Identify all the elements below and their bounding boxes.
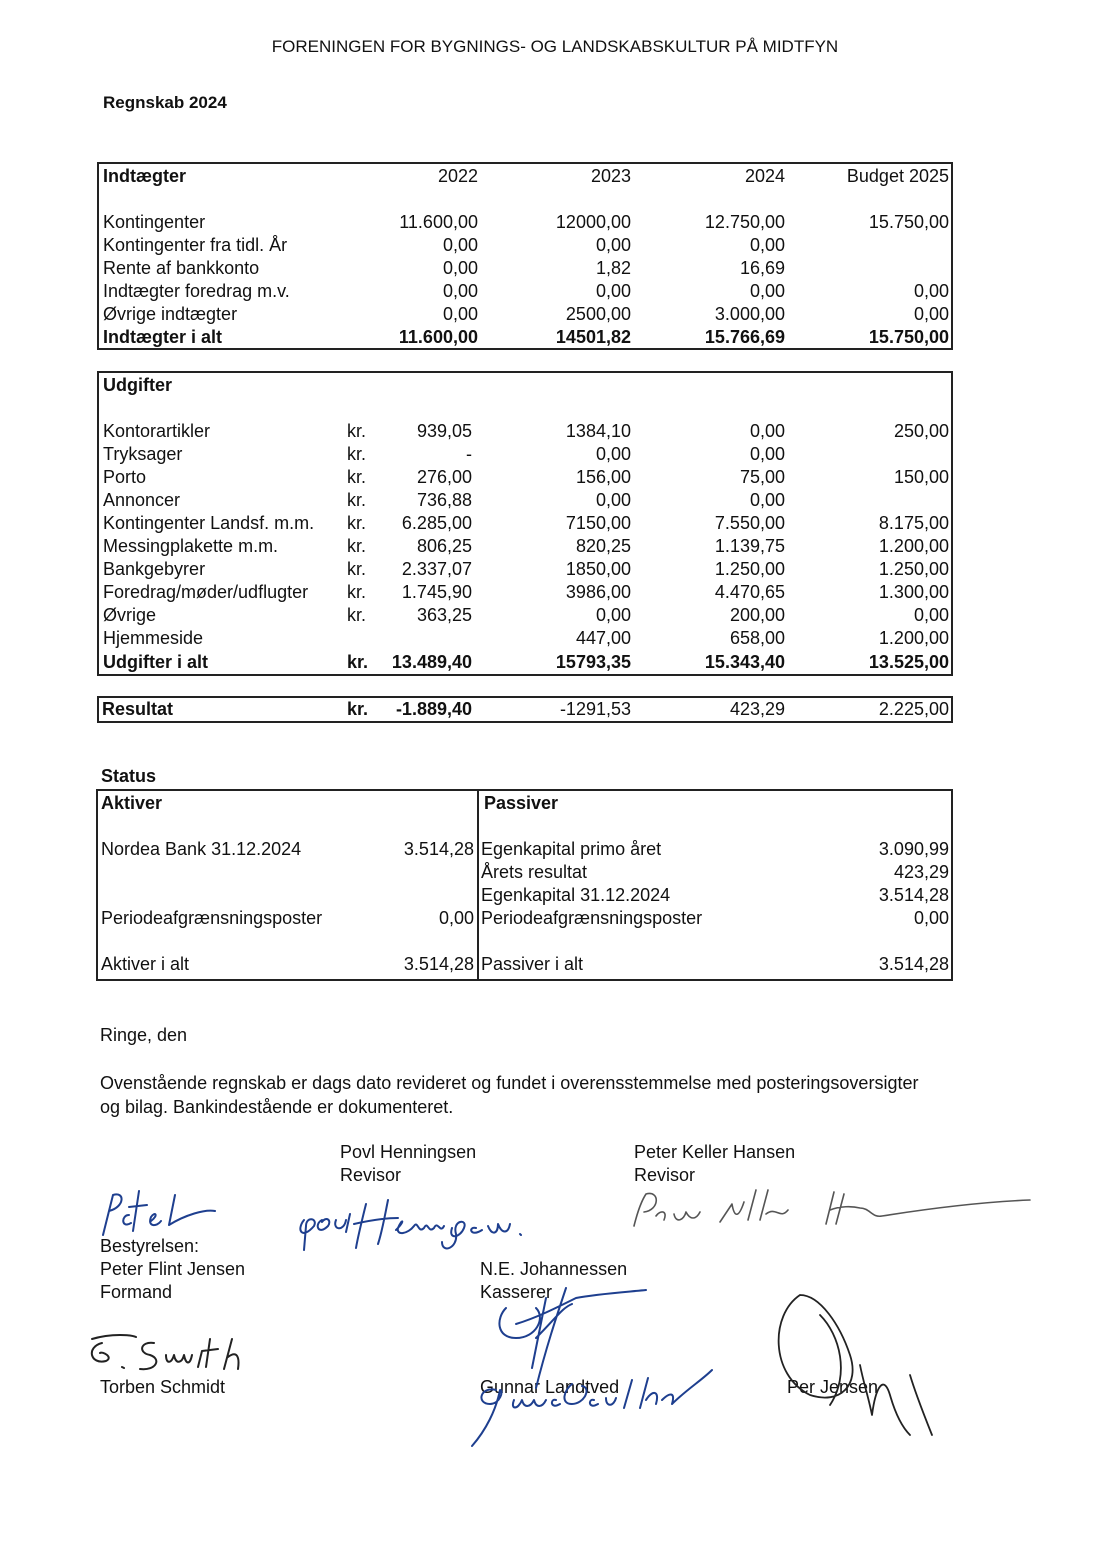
passiver-label: Egenkapital primo året	[481, 839, 662, 859]
expense-row-budget: 1.200,00	[878, 628, 949, 648]
income-row-2022: 0,00	[442, 258, 478, 278]
expense-row-2024: 75,00	[739, 467, 785, 487]
treasurer-name: N.E. Johannessen	[480, 1259, 628, 1279]
expenses-total-2023: 15793,35	[555, 652, 631, 672]
expenses-total-2022: 13.489,40	[391, 652, 472, 672]
passiver-label: Periodeafgrænsningsposter	[481, 908, 703, 928]
chair-name: Peter Flint Jensen	[100, 1259, 246, 1279]
expense-row-budget: 250,00	[893, 421, 949, 441]
passiver-value: 0,00	[913, 908, 949, 928]
passiver-value: 423,29	[893, 862, 949, 882]
revisor1-role: Revisor	[340, 1165, 402, 1185]
status-table	[96, 789, 953, 981]
status-title: Status	[101, 766, 157, 786]
expense-row-budget: 8.175,00	[878, 513, 949, 533]
income-total-2024: 15.766,69	[704, 327, 785, 347]
signature-chair	[95, 1185, 225, 1245]
expense-row	[99, 466, 951, 489]
expense-row-2024: 0,00	[749, 490, 785, 510]
income-row-2023: 2500,00	[565, 304, 631, 324]
expenses-table	[97, 371, 953, 676]
income-row-2023: 0,00	[595, 281, 631, 301]
expense-row-2022: 363,25	[416, 605, 472, 625]
board-label: Bestyrelsen:	[100, 1236, 200, 1256]
revisor2-role: Revisor	[634, 1165, 696, 1185]
expense-row-2024: 200,00	[729, 605, 785, 625]
expense-row-2022: 1.745,90	[401, 582, 472, 602]
expense-row-label: Messingplakette m.m.	[103, 536, 279, 556]
income-header-2023: 2023	[590, 166, 631, 186]
aktiver-row	[98, 838, 951, 861]
expense-row-budget: 1.200,00	[878, 536, 949, 556]
aktiver-total-label: Aktiver i alt	[101, 954, 190, 974]
income-row-budget: 0,00	[913, 281, 949, 301]
passiver-row	[98, 884, 951, 907]
signature-member3	[760, 1275, 940, 1455]
expense-row-2024: 1.139,75	[714, 536, 785, 556]
income-row-label: Rente af bankkonto	[103, 258, 260, 278]
aktiver-total-value: 3.514,28	[403, 954, 474, 974]
income-total-budget: 15.750,00	[868, 327, 949, 347]
expense-row-2024: 1.250,00	[714, 559, 785, 579]
result-box	[97, 696, 953, 723]
expense-row-2023: 3986,00	[565, 582, 631, 602]
expense-row-2022: 806,25	[416, 536, 472, 556]
signature-member1	[82, 1325, 252, 1380]
income-total-label: Indtægter i alt	[103, 327, 223, 347]
expense-row-label: Foredrag/møder/udflugter	[103, 582, 309, 602]
expense-row-kr: kr.	[347, 582, 367, 602]
income-row-2022: 11.600,00	[399, 212, 478, 232]
expense-row-label: Tryksager	[103, 444, 183, 464]
income-row-budget: 0,00	[913, 304, 949, 324]
income-row-2024: 0,00	[749, 235, 785, 255]
expense-row	[99, 489, 951, 512]
expense-row-kr: kr.	[347, 421, 367, 441]
expense-row-label: Annoncer	[103, 490, 181, 510]
income-header-2024: 2024	[744, 166, 785, 186]
income-row-2022: 0,00	[442, 235, 478, 255]
expense-row-budget: 1.250,00	[878, 559, 949, 579]
expenses-header-row	[99, 374, 951, 397]
expenses-total-label: Udgifter i alt	[103, 652, 209, 672]
income-row-2024: 12.750,00	[704, 212, 785, 232]
passiver-total-value: 3.514,28	[878, 954, 949, 974]
income-header-label: Indtægter	[103, 166, 186, 186]
income-row-2024: 0,00	[749, 281, 785, 301]
result-2023: -1291,53	[559, 699, 631, 719]
expense-row-2023: 1384,10	[565, 421, 631, 441]
expense-row-2022: 276,00	[416, 467, 472, 487]
income-total-2022: 11.600,00	[398, 327, 478, 347]
income-row-label: Kontingenter fra tidl. År	[103, 235, 288, 255]
passiver-label: Årets resultat	[481, 862, 588, 882]
expense-row-label: Øvrige	[103, 605, 157, 625]
income-header-row	[99, 165, 951, 188]
expense-row	[99, 535, 951, 558]
expense-row-kr: kr.	[347, 490, 367, 510]
expenses-header-label: Udgifter	[103, 375, 172, 395]
aktiver-header: Aktiver	[101, 793, 163, 813]
passiver-header: Passiver	[484, 793, 559, 813]
member1-name: Torben Schmidt	[100, 1377, 226, 1397]
income-total-2023: 14501,82	[555, 327, 631, 347]
expense-row-2023: 156,00	[575, 467, 631, 487]
expense-row-budget: 0,00	[913, 605, 949, 625]
income-row	[99, 257, 951, 280]
income-row-2023: 0,00	[595, 235, 631, 255]
expenses-total-kr: kr.	[347, 652, 369, 672]
signature-revisor2	[620, 1180, 1040, 1240]
expense-row-2024: 0,00	[749, 421, 785, 441]
expense-row-label: Bankgebyrer	[103, 559, 206, 579]
aktiver-label: Nordea Bank 31.12.2024	[101, 839, 302, 859]
expense-row-2023: 447,00	[575, 628, 631, 648]
expense-row-2023: 1850,00	[565, 559, 631, 579]
income-total-row	[99, 326, 951, 349]
expenses-total-2024: 15.343,40	[704, 652, 785, 672]
result-label: Resultat	[102, 699, 174, 719]
expense-row-2022: 6.285,00	[401, 513, 472, 533]
expense-row-2024: 658,00	[729, 628, 785, 648]
doc-title: Regnskab 2024	[103, 93, 227, 112]
income-row	[99, 234, 951, 257]
expense-row-2022: 939,05	[416, 421, 472, 441]
treasurer-role: Kasserer	[480, 1282, 553, 1302]
expense-row-2023: 7150,00	[565, 513, 631, 533]
expense-row-budget: 150,00	[893, 467, 949, 487]
expense-row-2023: 0,00	[595, 444, 631, 464]
expense-row	[99, 512, 951, 535]
income-row-label: Indtægter foredrag m.v.	[103, 281, 290, 301]
aktiver-row	[98, 907, 951, 930]
aktiver-value: 0,00	[438, 908, 474, 928]
result-budget: 2.225,00	[878, 699, 949, 719]
income-row-label: Kontingenter	[103, 212, 206, 232]
expense-row-2022: 2.337,07	[401, 559, 472, 579]
expense-row-kr: kr.	[347, 605, 367, 625]
statement-line-2: og bilag. Bankindestående er dokumenteret.	[100, 1097, 454, 1117]
income-header-2022: 2022	[437, 166, 478, 186]
member2-name: Gunnar Landtved	[480, 1377, 620, 1397]
chair-role: Formand	[100, 1282, 173, 1302]
expense-row-2022: 736,88	[416, 490, 472, 510]
statement-line-1: Ovenstående regnskab er dags dato revideret og fundet i overensstemmelse med posteringsoversigter	[100, 1073, 919, 1093]
income-row-2024: 3.000,00	[714, 304, 785, 324]
expense-row	[99, 627, 951, 650]
expense-row-kr: kr.	[347, 467, 367, 487]
place-date: Ringe, den	[100, 1025, 188, 1045]
income-row	[99, 211, 951, 234]
expense-row	[99, 558, 951, 581]
income-row-2023: 12000,00	[555, 212, 631, 232]
result-2024: 423,29	[729, 699, 785, 719]
income-row-budget: 15.750,00	[868, 212, 949, 232]
income-table	[97, 162, 953, 350]
expense-row-budget: 1.300,00	[878, 582, 949, 602]
expense-row-2023: 0,00	[595, 605, 631, 625]
member3-name: Per Jensen	[787, 1377, 879, 1397]
income-row	[99, 280, 951, 303]
revisor1-name: Povl Henningsen	[340, 1142, 477, 1162]
expense-row-label: Porto	[103, 467, 147, 487]
expense-row-2024: 0,00	[749, 444, 785, 464]
income-header-budget: Budget 2025	[846, 166, 949, 186]
revisor2-name: Peter Keller Hansen	[634, 1142, 796, 1162]
income-row-2023: 1,82	[595, 258, 631, 278]
expense-row	[99, 604, 951, 627]
passiver-value: 3.514,28	[878, 885, 949, 905]
income-row-2022: 0,00	[442, 304, 478, 324]
org-title: FORENINGEN FOR BYGNINGS- OG LANDSKABSKULTUR PÅ MIDTFYN	[271, 37, 839, 56]
expense-row-kr: kr.	[347, 513, 367, 533]
signature-member2	[456, 1360, 716, 1455]
expense-row	[99, 581, 951, 604]
expense-row-label: Hjemmeside	[103, 628, 204, 648]
passiver-total-label: Passiver i alt	[481, 954, 584, 974]
expense-row-label: Kontingenter Landsf. m.m.	[103, 513, 315, 533]
passiver-row	[98, 861, 951, 884]
income-row-2022: 0,00	[442, 281, 478, 301]
expense-row-2023: 0,00	[595, 490, 631, 510]
signature-revisor1	[292, 1190, 552, 1260]
result-kr: kr.	[347, 699, 369, 719]
expense-row-kr: kr.	[347, 536, 367, 556]
income-row-label: Øvrige indtægter	[103, 304, 238, 324]
expense-row-2024: 4.470,65	[714, 582, 785, 602]
expense-row-label: Kontorartikler	[103, 421, 211, 441]
income-row-2024: 16,69	[739, 258, 785, 278]
passiver-value: 3.090,99	[878, 839, 949, 859]
income-row	[99, 303, 951, 326]
expenses-total-row	[99, 651, 951, 674]
expense-row-2023: 820,25	[575, 536, 631, 556]
aktiver-value: 3.514,28	[403, 839, 474, 859]
result-2022: -1.889,40	[395, 699, 472, 719]
status-total-row	[98, 953, 951, 976]
expense-row-2024: 7.550,00	[714, 513, 785, 533]
expense-row-kr: kr.	[347, 444, 367, 464]
expense-row	[99, 443, 951, 466]
expense-row-kr: kr.	[347, 559, 367, 579]
aktiver-label: Periodeafgrænsningsposter	[101, 908, 323, 928]
expenses-total-budget: 13.525,00	[868, 652, 949, 672]
expense-row	[99, 420, 951, 443]
expense-row-2022: -	[466, 444, 472, 464]
passiver-label: Egenkapital 31.12.2024	[481, 885, 671, 905]
